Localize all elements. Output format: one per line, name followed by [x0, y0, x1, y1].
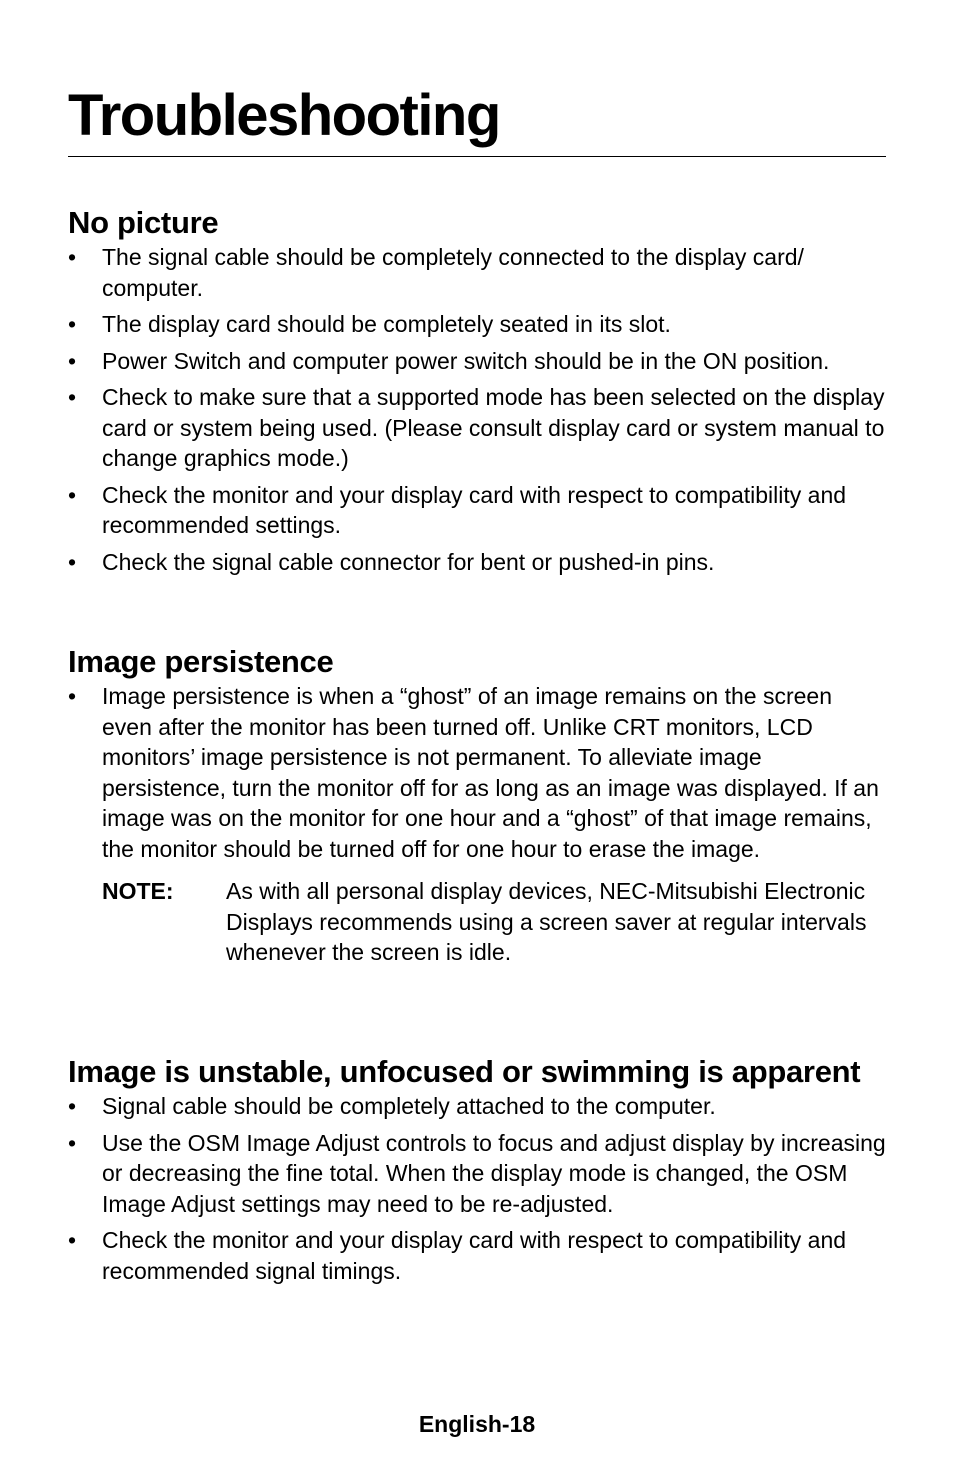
list-item-text: The signal cable should be completely connected to the display card/ computer. — [102, 244, 804, 301]
section-heading: Image is unstable, unfocused or swimming is apparent — [68, 1054, 861, 1089]
list-item — [68, 1225, 886, 1286]
list-item — [68, 681, 886, 864]
list-item-text: Check the monitor and your display card with respect to compatibility and recommended signal timings. — [102, 1227, 847, 1284]
bullet-icon: • — [68, 1227, 77, 1253]
section-image-unstable — [68, 1052, 886, 1292]
list-item-text: Check the monitor and your display card with respect to compatibility and recommended settings. — [102, 481, 847, 538]
list-item-text: Image persistence is when a “ghost” of an image remains on the screen even after the monitor has been turned off. Unlike CRT monitors, LCD monitors’ image persistence is not permanent. To alleviate image persistence, turn the monitor off for as long as an image was displayed. If an image was on the monitor for one hour and a “ghost” of that image remains, the monitor should be turned off for one hour to erase the image. — [102, 683, 879, 862]
bullet-icon: • — [68, 1129, 77, 1156]
list-item-text: Use the OSM Image Adjust controls to focus and adjust display by increasing or decreasing the fine total. When the display mode is changed, the OSM Image Adjust settings may need to be re-adjusted. — [102, 1129, 886, 1217]
list-item-text: Check to make sure that a supported mode has been selected on the display card or system being used. (Please consult display card or system manual to change graphics mode.) — [102, 384, 885, 471]
section-no-picture — [68, 203, 886, 583]
list-item — [68, 547, 886, 578]
list-item — [68, 1091, 886, 1122]
section-heading: No picture — [68, 205, 219, 240]
bullet-icon: • — [68, 683, 77, 709]
list-item-text: Check the signal cable connector for bent or pushed-in pins. — [102, 548, 715, 575]
note-text: As with all personal display devices, NEC-Mitsubishi Electronic Displays recommends using a screen saver at regular intervals whenever the screen is idle. — [226, 878, 867, 965]
bullet-icon: • — [68, 548, 77, 575]
list-item-text: Power Switch and computer power switch should be in the ON position. — [102, 347, 830, 374]
bullet-icon: • — [68, 244, 77, 270]
bullet-icon: • — [68, 347, 77, 374]
list-item-text: The display card should be completely seated in its slot. — [102, 311, 671, 337]
section-heading: Image persistence — [68, 644, 334, 679]
bullet-list — [68, 242, 886, 577]
page-title: Troubleshooting — [68, 83, 500, 148]
list-item — [68, 346, 886, 377]
section-image-persistence — [68, 642, 886, 968]
list-item — [68, 242, 886, 303]
note-label: NOTE: — [102, 878, 174, 904]
title-divider — [68, 156, 886, 157]
list-item — [68, 480, 886, 541]
list-item — [68, 309, 886, 340]
note-block — [68, 876, 886, 968]
bullet-icon: • — [68, 481, 77, 508]
list-item — [68, 1128, 886, 1220]
list-item-text: Signal cable should be completely attached to the computer. — [102, 1093, 716, 1119]
bullet-icon: • — [68, 311, 77, 337]
bullet-icon: • — [68, 384, 77, 410]
bullet-list — [68, 1091, 886, 1286]
bullet-list — [68, 681, 886, 864]
list-item — [68, 382, 886, 474]
page-number-footer: English-18 — [418, 1411, 536, 1437]
bullet-icon: • — [68, 1093, 77, 1119]
